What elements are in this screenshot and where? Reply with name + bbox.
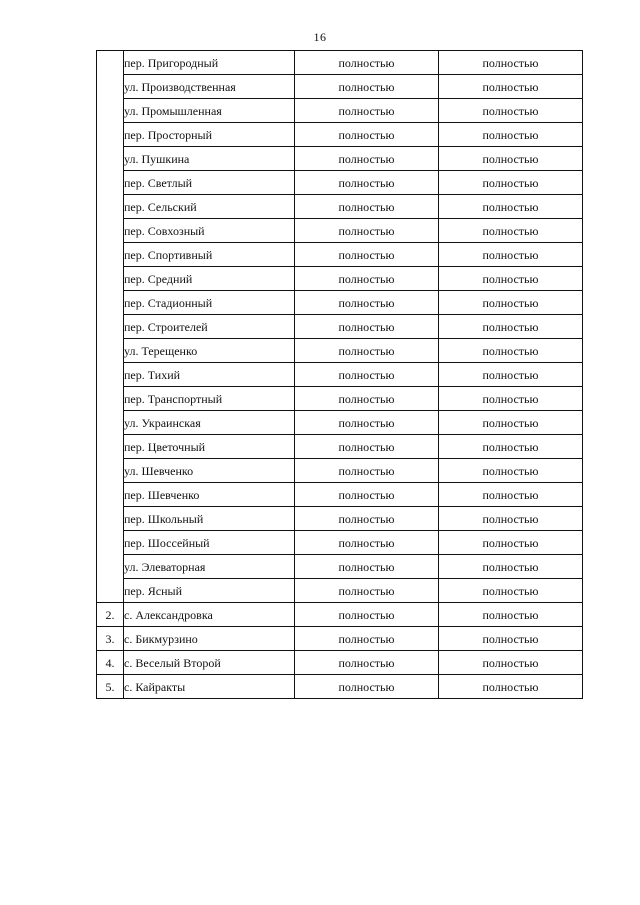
coverage-cell: полностью	[439, 75, 583, 99]
table-row	[97, 675, 583, 699]
coverage-cell: полностью	[295, 459, 439, 483]
table-row	[97, 219, 583, 243]
coverage-cell: полностью	[439, 411, 583, 435]
coverage-cell: полностью	[439, 651, 583, 675]
street-name-cell: пер. Строителей	[124, 315, 295, 339]
coverage-cell: полностью	[439, 171, 583, 195]
street-name-cell: ул. Терещенко	[124, 339, 295, 363]
table-row	[97, 75, 583, 99]
table-row	[97, 579, 583, 603]
coverage-cell: полностью	[439, 483, 583, 507]
coverage-cell: полностью	[295, 411, 439, 435]
settlement-name-cell: с. Бикмурзино	[124, 627, 295, 651]
coverage-cell: полностью	[439, 291, 583, 315]
table-row	[97, 171, 583, 195]
coverage-cell: полностью	[295, 315, 439, 339]
street-name-cell: ул. Производственная	[124, 75, 295, 99]
table-row	[97, 483, 583, 507]
street-name-cell: пер. Шоссейный	[124, 531, 295, 555]
table-row	[97, 267, 583, 291]
coverage-cell: полностью	[295, 243, 439, 267]
table-row	[97, 243, 583, 267]
coverage-cell: полностью	[295, 435, 439, 459]
table-row	[97, 51, 583, 75]
street-name-cell: пер. Цветочный	[124, 435, 295, 459]
coverage-cell: полностью	[295, 387, 439, 411]
table-row	[97, 555, 583, 579]
coverage-cell: полностью	[439, 51, 583, 75]
coverage-cell: полностью	[439, 603, 583, 627]
coverage-cell: полностью	[439, 531, 583, 555]
page-number: 16	[313, 30, 327, 44]
table-row	[97, 291, 583, 315]
row-number-cell	[97, 51, 124, 603]
table-row	[97, 627, 583, 651]
table-row	[97, 123, 583, 147]
coverage-cell: полностью	[439, 99, 583, 123]
street-name-cell: пер. Ясный	[124, 579, 295, 603]
settlement-name-cell: с. Александровка	[124, 603, 295, 627]
coverage-cell: полностью	[439, 339, 583, 363]
coverage-cell: полностью	[295, 51, 439, 75]
coverage-cell: полностью	[295, 291, 439, 315]
street-name-cell: пер. Сельский	[124, 195, 295, 219]
street-name-cell: ул. Шевченко	[124, 459, 295, 483]
coverage-cell: полностью	[295, 75, 439, 99]
table-row	[97, 387, 583, 411]
coverage-cell: полностью	[295, 195, 439, 219]
street-name-cell: пер. Транспортный	[124, 387, 295, 411]
street-name-cell: пер. Светлый	[124, 171, 295, 195]
street-name-cell: пер. Стадионный	[124, 291, 295, 315]
table-row	[97, 363, 583, 387]
coverage-cell: полностью	[439, 579, 583, 603]
table-body	[97, 51, 583, 699]
coverage-cell: полностью	[439, 363, 583, 387]
coverage-cell: полностью	[439, 195, 583, 219]
table-row	[97, 459, 583, 483]
coverage-cell: полностью	[439, 435, 583, 459]
coverage-cell: полностью	[439, 627, 583, 651]
table-row	[97, 531, 583, 555]
coverage-cell: полностью	[439, 555, 583, 579]
table-row	[97, 507, 583, 531]
street-name-cell: пер. Шевченко	[124, 483, 295, 507]
coverage-cell: полностью	[439, 387, 583, 411]
street-name-cell: пер. Пригородный	[124, 51, 295, 75]
coverage-cell: полностью	[295, 651, 439, 675]
coverage-cell: полностью	[295, 579, 439, 603]
table-row	[97, 147, 583, 171]
coverage-cell: полностью	[295, 675, 439, 699]
street-name-cell: пер. Школьный	[124, 507, 295, 531]
streets-table	[96, 50, 583, 699]
coverage-cell: полностью	[295, 507, 439, 531]
coverage-cell: полностью	[439, 315, 583, 339]
coverage-cell: полностью	[295, 123, 439, 147]
coverage-cell: полностью	[439, 267, 583, 291]
settlement-name-cell: с. Кайракты	[124, 675, 295, 699]
coverage-cell: полностью	[295, 267, 439, 291]
coverage-cell: полностью	[439, 243, 583, 267]
row-number-cell: 4.	[97, 651, 124, 675]
table-row	[97, 195, 583, 219]
row-number-cell: 5.	[97, 675, 124, 699]
coverage-cell: полностью	[295, 171, 439, 195]
table-row	[97, 411, 583, 435]
table-row	[97, 99, 583, 123]
coverage-cell: полностью	[295, 219, 439, 243]
street-name-cell: пер. Спортивный	[124, 243, 295, 267]
street-name-cell: пер. Средний	[124, 267, 295, 291]
coverage-cell: полностью	[295, 603, 439, 627]
street-name-cell: ул. Пушкина	[124, 147, 295, 171]
table-row	[97, 339, 583, 363]
table-row	[97, 315, 583, 339]
coverage-cell: полностью	[295, 555, 439, 579]
coverage-cell: полностью	[295, 531, 439, 555]
street-name-cell: пер. Тихий	[124, 363, 295, 387]
table-row	[97, 603, 583, 627]
coverage-cell: полностью	[295, 483, 439, 507]
coverage-cell: полностью	[439, 219, 583, 243]
coverage-cell: полностью	[439, 507, 583, 531]
street-name-cell: ул. Промышленная	[124, 99, 295, 123]
table-row	[97, 651, 583, 675]
coverage-cell: полностью	[439, 147, 583, 171]
coverage-cell: полностью	[439, 459, 583, 483]
table-row	[97, 435, 583, 459]
coverage-cell: полностью	[439, 123, 583, 147]
row-number-cell: 2.	[97, 603, 124, 627]
coverage-cell: полностью	[439, 675, 583, 699]
coverage-cell: полностью	[295, 363, 439, 387]
settlement-name-cell: с. Веселый Второй	[124, 651, 295, 675]
row-number-cell: 3.	[97, 627, 124, 651]
coverage-cell: полностью	[295, 99, 439, 123]
coverage-cell: полностью	[295, 339, 439, 363]
street-name-cell: ул. Элеваторная	[124, 555, 295, 579]
coverage-cell: полностью	[295, 147, 439, 171]
coverage-cell: полностью	[295, 627, 439, 651]
street-name-cell: пер. Совхозный	[124, 219, 295, 243]
street-name-cell: ул. Украинская	[124, 411, 295, 435]
street-name-cell: пер. Просторный	[124, 123, 295, 147]
